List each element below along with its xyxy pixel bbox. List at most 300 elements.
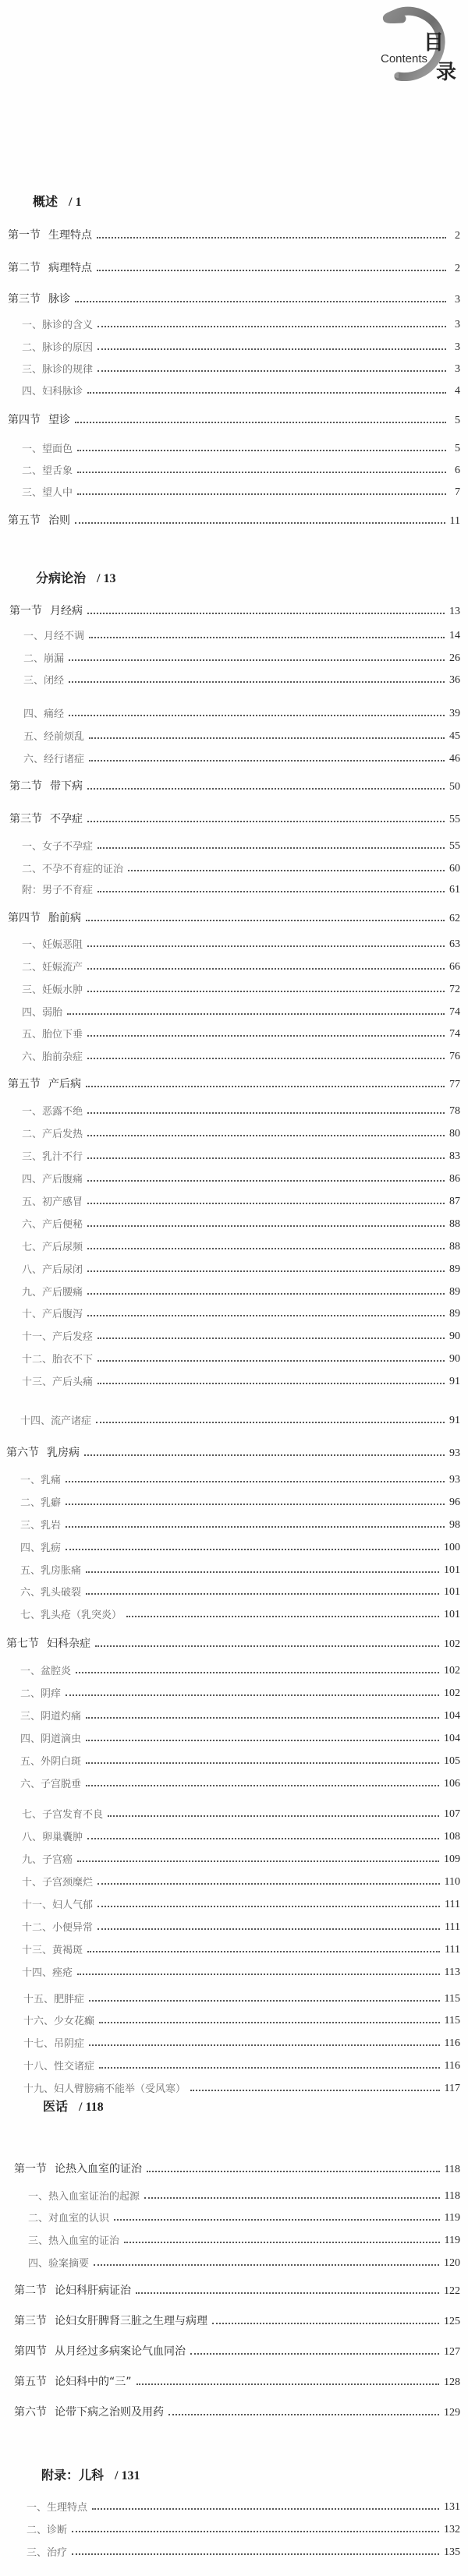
toc-subsection-entry[interactable] <box>22 1048 460 1063</box>
entry-title: 四、验案摘要 <box>28 2258 90 2270</box>
section-number: 第二节 <box>8 262 41 274</box>
toc-subsection-entry[interactable] <box>22 1003 460 1019</box>
dot-leader <box>98 1906 440 1907</box>
toc-subsection-entry[interactable] <box>22 935 460 951</box>
section-number: 第五节 <box>8 1078 41 1090</box>
toc-subsection-entry[interactable] <box>20 1606 460 1621</box>
entry-title: 四、产后腹痛 <box>22 1174 83 1186</box>
toc-section-entry[interactable] <box>8 260 460 275</box>
page-number: 105 <box>444 1755 460 1767</box>
dot-leader <box>86 1762 439 1764</box>
dot-leader <box>190 2353 439 2355</box>
toc-subsection-entry[interactable] <box>22 1918 460 1934</box>
entry-title: 带下病 <box>50 780 83 793</box>
dot-leader <box>87 1157 445 1159</box>
toc-section-entry[interactable] <box>8 291 460 306</box>
toc-subsection-entry[interactable] <box>20 1493 460 1509</box>
entry-label <box>22 1874 98 1889</box>
toc-subsection-entry[interactable] <box>22 483 460 499</box>
toc-section-entry[interactable] <box>9 602 460 618</box>
entry-label <box>22 838 98 853</box>
page-number: 74 <box>449 1028 460 1040</box>
toc-subsection-entry[interactable] <box>22 1170 460 1186</box>
dot-leader <box>69 681 445 683</box>
part-page: / 131 <box>115 2469 140 2482</box>
entry-label <box>23 751 89 765</box>
toc-subsection-entry[interactable] <box>22 1350 460 1366</box>
entry-title: 一、热入血室证治的起源 <box>28 2191 140 2203</box>
dot-leader <box>66 1694 439 1696</box>
entry-title: 三、闭经 <box>23 675 65 687</box>
toc-subsection-entry[interactable] <box>28 2231 460 2247</box>
dot-leader <box>77 450 446 451</box>
entry-label <box>22 1829 87 1843</box>
dot-leader <box>87 1180 445 1182</box>
entry-title: 一、乳痛 <box>20 1475 62 1486</box>
toc-subsection-entry[interactable] <box>22 1125 460 1140</box>
page-number: 26 <box>449 652 460 664</box>
dot-leader <box>128 870 445 871</box>
page-number: 4 <box>455 385 460 397</box>
toc-subsection-entry[interactable] <box>22 1260 460 1276</box>
dot-leader <box>87 392 446 394</box>
entry-title: 论妇科中的“三” <box>55 2376 132 2388</box>
entry-title: 二、对血室的认识 <box>28 2213 110 2224</box>
toc-subsection-entry[interactable] <box>23 750 460 765</box>
part-heading[interactable] <box>33 192 81 210</box>
entry-title: 十、子宫颈糜烂 <box>22 1877 94 1889</box>
entry-label <box>22 1942 87 1956</box>
dot-leader <box>136 2292 439 2294</box>
section-number: 第三节 <box>14 2315 47 2327</box>
part-heading[interactable] <box>41 2465 140 2483</box>
dot-leader <box>212 2323 439 2324</box>
dot-leader <box>87 821 445 822</box>
entry-label <box>22 1351 98 1366</box>
page-number: 116 <box>444 2060 460 2072</box>
entry-label <box>22 383 87 398</box>
dot-leader <box>98 1383 445 1384</box>
toc-subsection-entry[interactable] <box>23 2080 460 2095</box>
toc-section-entry[interactable] <box>8 512 460 528</box>
dot-leader <box>87 613 445 614</box>
toc-subsection-entry[interactable] <box>20 1684 460 1700</box>
entry-title: 三、望人中 <box>22 487 73 499</box>
toc-subsection-entry[interactable] <box>28 2187 460 2203</box>
page-number: 93 <box>449 1447 460 1459</box>
toc-subsection-entry[interactable] <box>28 2254 460 2270</box>
page-number: 55 <box>449 814 460 825</box>
dot-leader <box>66 1504 445 1505</box>
entry-title: 三、治疗 <box>27 2547 68 2559</box>
entry-label <box>22 1919 98 1934</box>
toc-subsection-entry[interactable] <box>22 1215 460 1231</box>
toc-subsection-entry[interactable] <box>22 1963 460 1979</box>
toc-subsection-entry[interactable] <box>22 1373 460 1388</box>
toc-subsection-entry[interactable] <box>27 2521 460 2536</box>
entry-title: 一、盆腔炎 <box>20 1666 72 1677</box>
dot-leader <box>75 301 446 302</box>
entry-title: 十六、少女花癫 <box>23 2016 95 2027</box>
toc-subsection-entry[interactable] <box>23 2057 460 2072</box>
toc-subsection-entry[interactable] <box>22 981 460 996</box>
dot-leader <box>94 2264 439 2266</box>
toc-section-entry[interactable] <box>14 2282 460 2298</box>
toc-section-entry[interactable] <box>9 778 460 793</box>
toc-section-entry[interactable] <box>6 1444 460 1460</box>
toc-subsection-entry[interactable] <box>22 461 460 477</box>
page-number: 127 <box>444 2346 460 2358</box>
page-number: 3 <box>455 341 460 353</box>
entry-label <box>23 1991 89 2005</box>
toc-section-entry[interactable] <box>8 227 460 242</box>
toc-subsection-entry[interactable] <box>22 1941 460 1956</box>
toc-subsection-entry[interactable] <box>22 338 460 354</box>
entry-label <box>22 1284 87 1299</box>
page-number: 107 <box>444 1808 460 1820</box>
page-number: 100 <box>444 1542 460 1553</box>
toc-subsection-entry[interactable] <box>22 1828 460 1843</box>
entry-label <box>20 1663 76 1677</box>
title-cn-mu: 目 <box>424 31 445 55</box>
entry-label <box>22 1125 87 1140</box>
toc-subsection-entry[interactable] <box>20 1516 460 1532</box>
dot-leader <box>87 991 445 992</box>
page-number: 108 <box>444 1831 460 1843</box>
page-number: 80 <box>449 1128 460 1140</box>
entry-label <box>14 2282 136 2298</box>
toc-subsection-entry[interactable] <box>22 360 460 376</box>
toc-subsection-entry[interactable] <box>20 1730 460 1745</box>
toc-subsection-entry[interactable] <box>22 881 460 896</box>
entry-title: 二、妊娠流产 <box>22 962 83 974</box>
toc-subsection-entry[interactable] <box>22 1896 460 1911</box>
dot-leader <box>69 715 445 716</box>
dot-leader <box>96 1422 445 1423</box>
entry-title: 三、热入血室的证治 <box>28 2235 120 2247</box>
dot-leader <box>168 2414 439 2415</box>
page-number: 91 <box>449 1376 460 1387</box>
entry-title: 八、产后尿闭 <box>22 1264 83 1276</box>
section-number: 第六节 <box>14 2406 47 2419</box>
toc-section-entry[interactable] <box>14 2313 460 2328</box>
entry-label <box>22 1026 87 1041</box>
toc-subsection-entry[interactable] <box>23 671 460 687</box>
entry-title: 妇科杂症 <box>47 1638 90 1650</box>
entry-label <box>23 728 89 743</box>
toc-subsection-entry[interactable] <box>22 440 460 455</box>
entry-label <box>8 512 75 528</box>
toc-subsection-entry[interactable] <box>23 1990 460 2005</box>
toc-section-entry[interactable] <box>14 2161 460 2176</box>
entry-label <box>22 484 77 499</box>
part-heading[interactable] <box>36 568 115 586</box>
dot-leader <box>66 1481 445 1482</box>
entry-label <box>22 440 77 455</box>
entry-title: 六、子宫脱垂 <box>20 1779 82 1790</box>
page-number: 3 <box>455 363 460 375</box>
dot-leader <box>75 522 445 524</box>
entry-title: 六、乳头破裂 <box>20 1587 82 1599</box>
toc-section-entry[interactable] <box>6 1635 460 1651</box>
page-number: 11 <box>449 515 460 527</box>
entry-label <box>22 1148 87 1163</box>
page-number: 14 <box>449 630 460 641</box>
page-number: 78 <box>449 1105 460 1117</box>
toc-section-entry[interactable] <box>14 2343 460 2359</box>
entry-title: 四、乳疬 <box>20 1542 62 1554</box>
dot-leader <box>89 637 445 638</box>
page-number: 6 <box>455 465 460 476</box>
part-title: 附录：儿科 <box>41 2468 105 2482</box>
toc-subsection-entry[interactable] <box>22 1327 460 1343</box>
toc-subsection-entry[interactable] <box>20 1539 460 1554</box>
dot-leader <box>87 1838 439 1839</box>
toc-subsection-entry[interactable] <box>23 649 460 665</box>
toc-subsection-entry[interactable] <box>20 1775 460 1790</box>
toc-subsection-entry[interactable] <box>22 382 460 398</box>
entry-label <box>22 316 98 331</box>
entry-label <box>22 1896 98 1911</box>
toc-subsection-entry[interactable] <box>28 2209 460 2224</box>
toc-subsection-entry[interactable] <box>20 1583 460 1599</box>
section-number: 第四节 <box>8 912 41 924</box>
section-number: 第七节 <box>6 1638 39 1650</box>
entry-label <box>9 811 87 826</box>
toc-section-entry[interactable] <box>14 2373 460 2389</box>
entry-label <box>22 1048 87 1063</box>
entry-label <box>22 1004 67 1019</box>
page-number: 102 <box>444 1665 460 1677</box>
dot-leader <box>87 1058 445 1059</box>
entry-label <box>22 1306 87 1320</box>
page-number: 63 <box>449 938 460 950</box>
toc-subsection-entry[interactable] <box>27 2498 460 2514</box>
entry-title: 乳房病 <box>47 1447 80 1459</box>
page-number: 93 <box>449 1474 460 1486</box>
section-number: 第五节 <box>14 2376 47 2388</box>
entry-label <box>8 1076 86 1091</box>
dot-leader <box>98 326 446 327</box>
dot-leader <box>126 1616 439 1617</box>
page-number: 110 <box>444 1876 460 1888</box>
entry-title: 胎前病 <box>48 912 81 924</box>
dot-leader <box>87 1035 445 1037</box>
toc-section-entry[interactable] <box>9 811 460 826</box>
entry-label <box>20 1517 66 1532</box>
entry-label <box>9 602 87 618</box>
entry-label <box>23 650 69 665</box>
entry-label <box>22 882 98 896</box>
entry-title: 一、女子不孕症 <box>22 841 94 853</box>
section-number: 第三节 <box>8 293 41 306</box>
entry-label <box>23 672 69 687</box>
page-number: 101 <box>444 1586 460 1598</box>
toc-subsection-entry[interactable] <box>20 1561 460 1577</box>
page-number: 90 <box>449 1330 460 1342</box>
dot-leader <box>84 1454 445 1456</box>
entry-label <box>20 1685 66 1700</box>
toc-section-entry[interactable] <box>8 1076 460 1091</box>
entry-title: 三、脉诊的规律 <box>22 364 94 376</box>
dot-leader <box>87 1203 445 1204</box>
page-number: 55 <box>449 840 460 852</box>
entry-label <box>23 2058 99 2072</box>
entry-title: 从月经过多病案论气血同治 <box>55 2345 186 2358</box>
entry-label <box>22 936 87 951</box>
toc-subsection-entry[interactable] <box>22 1147 460 1163</box>
toc-subsection-entry[interactable] <box>20 1471 460 1486</box>
toc-subsection-entry[interactable] <box>20 1412 460 1427</box>
dot-leader <box>67 1013 445 1015</box>
entry-label <box>22 462 77 477</box>
entry-label <box>20 1584 86 1599</box>
page-number: 86 <box>449 1173 460 1185</box>
dot-leader <box>77 1860 439 1862</box>
part-heading[interactable] <box>43 2097 104 2115</box>
dot-leader <box>99 2022 440 2023</box>
entry-label <box>28 2188 144 2203</box>
entry-label <box>27 2499 92 2514</box>
toc-subsection-entry[interactable] <box>22 1238 460 1253</box>
entry-title: 四、痛经 <box>23 708 65 720</box>
entry-title: 十、产后腹泻 <box>22 1309 83 1320</box>
entry-label <box>27 2521 72 2536</box>
entry-label <box>8 291 75 306</box>
dot-leader <box>98 1337 445 1339</box>
page-number: 98 <box>449 1519 460 1531</box>
page-number: 115 <box>444 2015 460 2027</box>
page-number: 13 <box>449 606 460 617</box>
toc-section-entry[interactable] <box>8 910 460 925</box>
toc-subsection-entry[interactable] <box>23 2034 460 2050</box>
page-number: 61 <box>449 884 460 896</box>
entry-label <box>22 1964 77 1979</box>
entry-title: 生理特点 <box>48 229 92 242</box>
contents-logo <box>355 3 457 84</box>
entry-label <box>23 627 89 642</box>
page-number: 102 <box>444 1687 460 1699</box>
entry-label <box>28 2210 114 2224</box>
entry-title: 病理特点 <box>48 262 92 274</box>
page-number: 2 <box>455 263 460 274</box>
page-number: 88 <box>449 1218 460 1230</box>
toc-subsection-entry[interactable] <box>22 1805 460 1821</box>
toc-subsection-entry[interactable] <box>22 1850 460 1866</box>
entry-title: 三、阴道灼痛 <box>20 1711 82 1723</box>
page-number: 101 <box>444 1609 460 1620</box>
toc-subsection-entry[interactable] <box>22 1305 460 1320</box>
entry-title: 五、经前烦乱 <box>23 731 85 743</box>
entry-label <box>20 1708 86 1723</box>
entry-title: 四、弱胎 <box>22 1007 63 1019</box>
toc-subsection-entry[interactable] <box>20 1707 460 1723</box>
toc-subsection-entry[interactable] <box>22 1193 460 1208</box>
entry-label <box>28 2255 94 2270</box>
dot-leader <box>87 1135 445 1136</box>
dot-leader <box>147 2171 440 2172</box>
entry-label <box>22 981 87 996</box>
entry-label <box>8 412 75 427</box>
entry-title: 五、初产感冒 <box>22 1196 83 1208</box>
toc-section-entry[interactable] <box>8 412 460 427</box>
dot-leader <box>86 1785 439 1786</box>
toc-subsection-entry[interactable] <box>22 1025 460 1041</box>
entry-label <box>22 1171 87 1186</box>
page-number: 111 <box>445 1944 460 1956</box>
page-number: 5 <box>455 443 460 454</box>
toc-subsection-entry[interactable] <box>20 1752 460 1768</box>
entry-label <box>22 361 98 376</box>
entry-title: 十一、妇人气郁 <box>22 1899 94 1911</box>
entry-label <box>14 2161 147 2176</box>
toc-subsection-entry[interactable] <box>23 2012 460 2027</box>
toc-subsection-entry[interactable] <box>22 1102 460 1118</box>
toc-subsection-entry[interactable] <box>22 837 460 853</box>
entry-title: 四、妇科脉诊 <box>22 386 83 398</box>
page-number: 72 <box>449 984 460 995</box>
dot-leader <box>89 760 445 761</box>
toc-subsection-entry[interactable] <box>20 1662 460 1677</box>
toc-section-entry[interactable] <box>14 2404 460 2419</box>
dot-leader <box>99 2067 440 2069</box>
entry-label <box>22 1373 98 1388</box>
toc-subsection-entry[interactable] <box>22 1873 460 1889</box>
toc-subsection-entry[interactable] <box>22 316 460 331</box>
entry-title: 二、产后发热 <box>22 1129 83 1140</box>
dot-leader <box>86 1571 439 1573</box>
entry-label <box>20 1776 86 1790</box>
section-number: 第六节 <box>6 1447 39 1459</box>
entry-title: 论热入血室的证治 <box>55 2163 142 2175</box>
dot-leader <box>190 2090 440 2091</box>
title-cn-lu: 录 <box>436 61 457 84</box>
page-number: 2 <box>455 230 460 242</box>
dot-leader <box>87 1248 445 1249</box>
toc-subsection-entry[interactable] <box>22 860 460 875</box>
page-number: 128 <box>444 2376 460 2388</box>
entry-label <box>20 1606 126 1621</box>
toc-subsection-entry[interactable] <box>23 705 460 720</box>
entry-title: 五、乳房胀痛 <box>20 1565 82 1577</box>
dot-leader <box>77 493 446 495</box>
section-number: 第一节 <box>8 229 41 242</box>
entry-label <box>20 1753 86 1768</box>
dot-leader <box>76 1672 439 1673</box>
toc-subsection-entry[interactable] <box>27 2543 460 2559</box>
page-number: 113 <box>444 1966 460 1978</box>
toc-subsection-entry[interactable] <box>22 958 460 974</box>
dot-leader <box>114 2219 440 2221</box>
dot-leader <box>98 348 446 350</box>
entry-label <box>22 1328 98 1343</box>
page-number: 119 <box>444 2212 460 2224</box>
page-number: 119 <box>444 2235 460 2246</box>
dot-leader <box>98 1360 445 1362</box>
page-number: 117 <box>444 2083 460 2094</box>
toc-subsection-entry[interactable] <box>23 727 460 743</box>
page-number: 111 <box>445 1899 460 1910</box>
toc-subsection-entry[interactable] <box>23 627 460 642</box>
entry-title: 十八、性交诸症 <box>23 2061 95 2072</box>
toc-subsection-entry[interactable] <box>22 1283 460 1299</box>
entry-title: 十三、黄褐斑 <box>22 1945 83 1956</box>
entry-title: 一、恶露不绝 <box>22 1106 83 1118</box>
dot-leader <box>77 1974 440 1975</box>
entry-title: 二、阴痒 <box>20 1688 62 1700</box>
entry-label <box>23 2035 89 2050</box>
dot-leader <box>87 1951 440 1952</box>
